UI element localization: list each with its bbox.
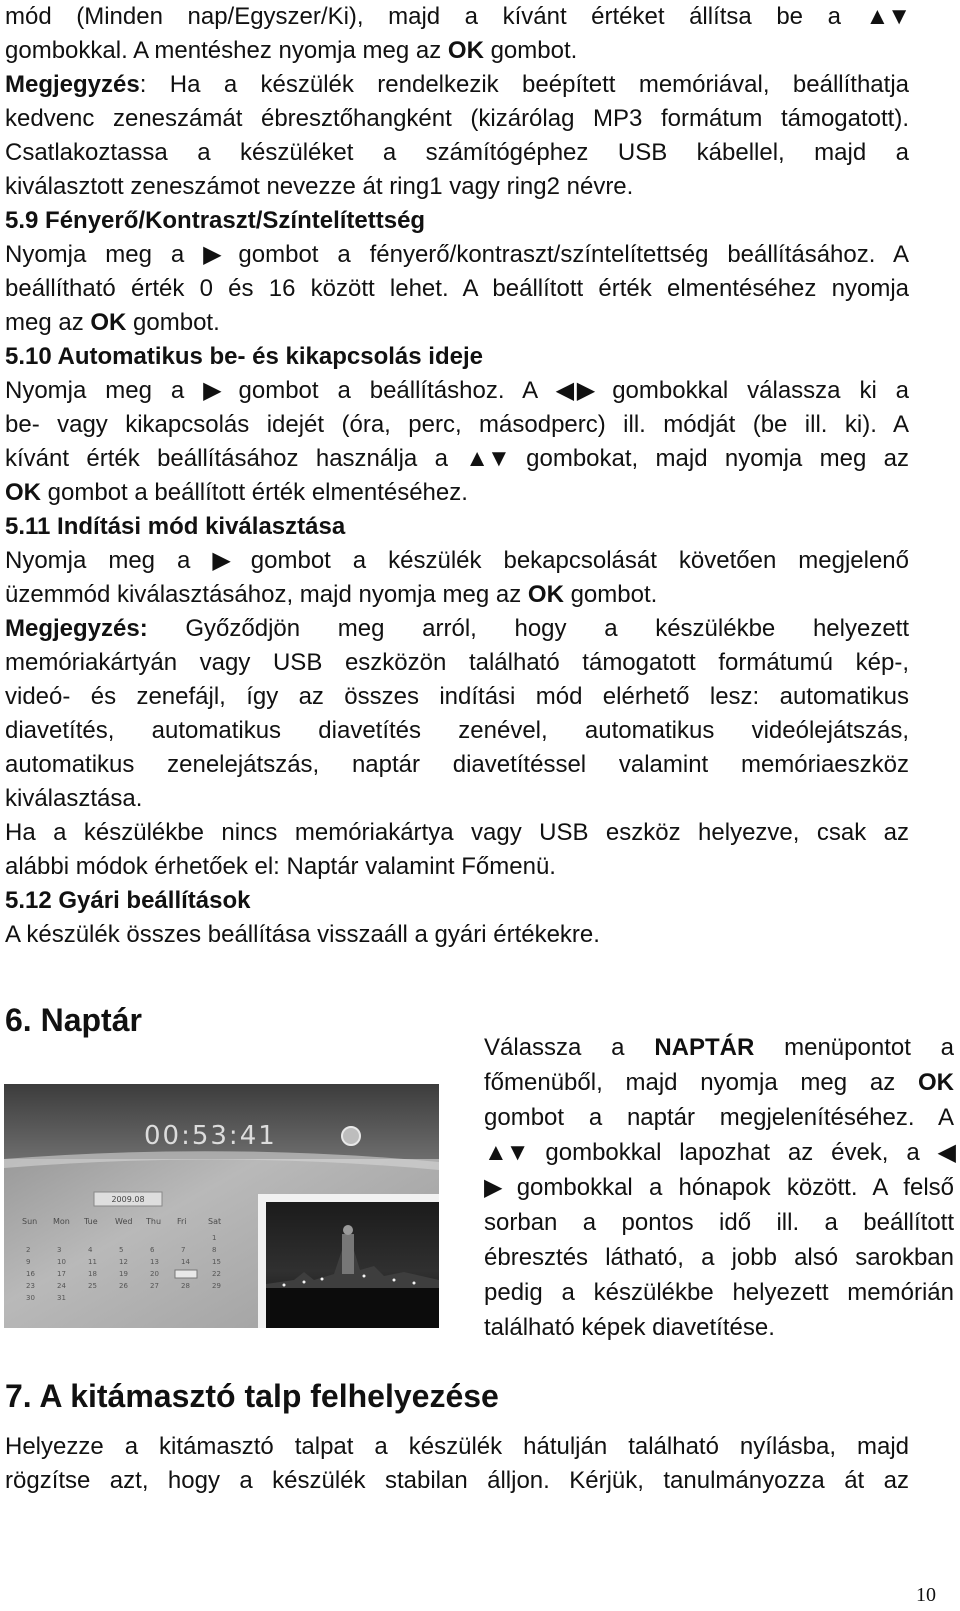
s6-line-2: főmenüből, majd nyomja meg az	[484, 1069, 896, 1096]
left-arrow-icon: ◀	[937, 1139, 954, 1166]
photo-date: 12	[119, 1258, 128, 1266]
s511-line-1a: Nyomja meg a	[5, 547, 191, 574]
photo-date: 30	[26, 1294, 35, 1302]
photo-date: 31	[57, 1294, 66, 1302]
up-down-icon: ▲▼	[465, 445, 509, 472]
s510-line-3a: kívánt érték beállításához használja a	[5, 445, 448, 472]
intro-line-1: mód (Minden nap/Egyszer/Ki), majd a kívánt értéket állítsa be a	[5, 3, 841, 30]
s6-line-9: található képek diavetítése.	[484, 1314, 775, 1341]
section-5-12-title: 5.12 Gyári beállítások	[5, 887, 251, 914]
naptar-label: NAPTÁR	[654, 1034, 755, 1061]
photo-date: 15	[212, 1258, 221, 1266]
section-5-10-title: 5.10 Automatikus be- és kikapcsolás ideje	[5, 343, 483, 370]
ok-label: OK	[918, 1069, 954, 1096]
photo-date: 10	[57, 1258, 66, 1266]
photo-weekday: Mon	[53, 1217, 70, 1226]
s511-note-1: Győződjön meg arról, hogy a készülékbe helyezett	[185, 615, 909, 642]
right-arrow-icon: ▶	[212, 547, 229, 574]
note-label: Megjegyzés	[5, 71, 140, 98]
s511-para-1: Ha a készülékbe nincs memóriakártya vagy USB eszköz helyezve, csak az	[5, 819, 909, 846]
page-number: 10	[916, 1584, 936, 1606]
ok-label: OK	[90, 309, 127, 336]
photo-date: 26	[119, 1282, 128, 1290]
photo-date: 2	[26, 1246, 31, 1254]
s7-line-2: rögzítse azt, hogy a készülék stabilan álljon. Kérjük, tanulmányozza át az	[5, 1467, 909, 1494]
s510-line-1b: gombot a beállításhoz. A	[238, 377, 537, 404]
s511-note-5: automatikus zenelejátszás, naptár diavetítéssel valamint memóriaeszköz	[5, 751, 909, 778]
photo-date: 14	[181, 1258, 190, 1266]
photo-weekday: Fri	[177, 1217, 187, 1226]
photo-date: 22	[212, 1270, 221, 1278]
s511-line-2b: gombot.	[570, 581, 658, 608]
photo-date: 28	[181, 1282, 190, 1290]
photo-date: 23	[26, 1282, 35, 1290]
photo-weekday: Sat	[208, 1217, 222, 1226]
s510-line-3b: gombokat, majd nyomja meg az	[526, 445, 909, 472]
photo-date: 6	[150, 1246, 155, 1254]
s511-line-1b: gombot a készülék bekapcsolását követően megjelenő	[250, 547, 910, 574]
s6-line-6: sorban a pontos idő ill. a beállított	[484, 1209, 954, 1236]
s59-line-2: beállítható érték 0 és 16 között lehet. A beállított érték elmentéséhez nyomja	[5, 275, 909, 302]
section-7-title: 7. A kitámasztó talp felhelyezése	[5, 1378, 499, 1414]
s6-line-5: gombokkal a hónapok között. A felső	[516, 1174, 954, 1201]
s511-note-2: memóriakártyán vagy USB eszközön található támogatott formátumú kép-,	[5, 649, 909, 676]
photo-clock: 00:53:41	[144, 1121, 277, 1151]
s510-line-1a: Nyomja meg a	[5, 377, 185, 404]
s510-line-1c: gombokkal válassza ki a	[612, 377, 910, 404]
photo-date: 13	[150, 1258, 159, 1266]
s511-note-4: diavetítés, automatikus diavetítés zenével, automatikus videólejátszás,	[5, 717, 909, 744]
photo-date: 11	[88, 1258, 97, 1266]
calendar-screen-photo	[4, 1084, 439, 1328]
photo-weekday: Thu	[146, 1217, 162, 1226]
alarm-icon	[342, 1127, 360, 1145]
s7-line-1: Helyezze a kitámasztó talpat a készülék hátulján található nyílásba, majd	[5, 1433, 909, 1460]
intro-paragraph	[5, 0, 909, 204]
photo-weekday: Wed	[115, 1217, 133, 1226]
section-5-12	[5, 884, 909, 952]
photo-date: 4	[88, 1246, 93, 1254]
note-line-3: Csatlakoztassa a készüléket a számítógéphez USB kábellel, majd a	[5, 139, 909, 166]
photo-weekday: Tue	[84, 1217, 98, 1226]
photo-date: 24	[57, 1282, 66, 1290]
photo-date: 29	[212, 1282, 221, 1290]
note-line-2: kedvenc zeneszámát ébresztőhangként (kizárólag MP3 formátum támogatott).	[5, 105, 909, 132]
intro-line-2b: gombot.	[490, 37, 578, 64]
photo-date: 9	[26, 1258, 31, 1266]
s6-line-1b: menüpontot a	[784, 1034, 955, 1061]
photo-weekday: Sun	[22, 1217, 38, 1226]
left-right-icon: ◀ ▶	[555, 377, 594, 404]
s59-line-3b: gombot.	[133, 309, 220, 336]
s511-line-2a: üzemmód kiválasztásához, majd nyomja meg az	[5, 581, 522, 608]
right-arrow-icon: ▶	[203, 377, 220, 404]
photo-date: 27	[150, 1282, 159, 1290]
note-line-4: kiválasztott zeneszámot nevezze át ring1 vagy ring2 névre.	[5, 173, 634, 200]
photo-date: 7	[181, 1246, 186, 1254]
section-5-9-title: 5.9 Fényerő/Kontraszt/Színtelítettség	[5, 207, 426, 234]
right-arrow-icon: ▶	[203, 241, 220, 268]
section-7-text	[5, 1430, 909, 1498]
section-5-10	[5, 340, 909, 510]
s511-note-6: kiválasztása.	[5, 785, 143, 812]
ok-label: OK	[5, 479, 41, 506]
s6-line-4: gombokkal lapozhat az évek, a	[545, 1139, 920, 1166]
s6-line-8: pedig a készülékbe helyezett memórián	[484, 1279, 954, 1306]
s512-line-1: A készülék összes beállítása visszaáll a gyári értékekre.	[5, 921, 600, 948]
photo-date: 17	[57, 1270, 66, 1278]
up-down-icon: ▲▼	[484, 1139, 528, 1166]
section-5-11	[5, 510, 909, 884]
photo-date: 20	[150, 1270, 159, 1278]
s59-line-1b: gombot a fényerő/kontraszt/színtelítettség beállításához. A	[238, 241, 909, 268]
photo-date: 18	[88, 1270, 97, 1278]
ok-label: OK	[447, 37, 484, 64]
intro-line-2: gombokkal. A mentéshez nyomja meg az	[5, 37, 442, 64]
section-6-title: 6. Naptár	[5, 1002, 142, 1038]
s59-line-3a: meg az	[5, 309, 84, 336]
s511-note-3: videó- és zenefájl, így az összes indítási mód elérhető lesz: automatikus	[5, 683, 909, 710]
photo-date: 19	[119, 1270, 128, 1278]
photo-date: 8	[212, 1246, 217, 1254]
s511-para-2: alábbi módok érhetőek el: Naptár valamint Főmenü.	[5, 853, 556, 880]
up-down-icon: ▲▼	[865, 3, 909, 30]
photo-date: 3	[57, 1246, 62, 1254]
note-label: Megjegyzés:	[5, 615, 148, 642]
s59-line-1a: Nyomja meg a	[5, 241, 185, 268]
section-6-text	[484, 1030, 954, 1345]
section-5-9	[5, 204, 909, 340]
photo-date: 5	[119, 1246, 124, 1254]
photo-date: 1	[212, 1234, 217, 1242]
ok-label: OK	[527, 581, 564, 608]
s6-line-1a: Válassza a	[484, 1034, 625, 1061]
photo-month: 2009.08	[111, 1195, 145, 1204]
right-arrow-icon: ▶	[484, 1174, 501, 1201]
section-5-11-title: 5.11 Indítási mód kiválasztása	[5, 513, 346, 540]
note-line-1: : Ha a készülék rendelkezik beépített memóriával, beállíthatja	[139, 71, 909, 98]
s6-line-7: ébresztés látható, a jobb alsó sarokban	[484, 1244, 954, 1271]
s510-line-4: gombot a beállított érték elmentéséhez.	[47, 479, 468, 506]
s6-line-3: gombot a naptár megjelenítéséhez. A	[484, 1104, 954, 1131]
photo-date: 16	[26, 1270, 35, 1278]
s510-line-2: be- vagy kikapcsolás idejét (óra, perc, másodperc) ill. módját (be ill. ki). A	[5, 411, 909, 438]
photo-date: 25	[88, 1282, 97, 1290]
